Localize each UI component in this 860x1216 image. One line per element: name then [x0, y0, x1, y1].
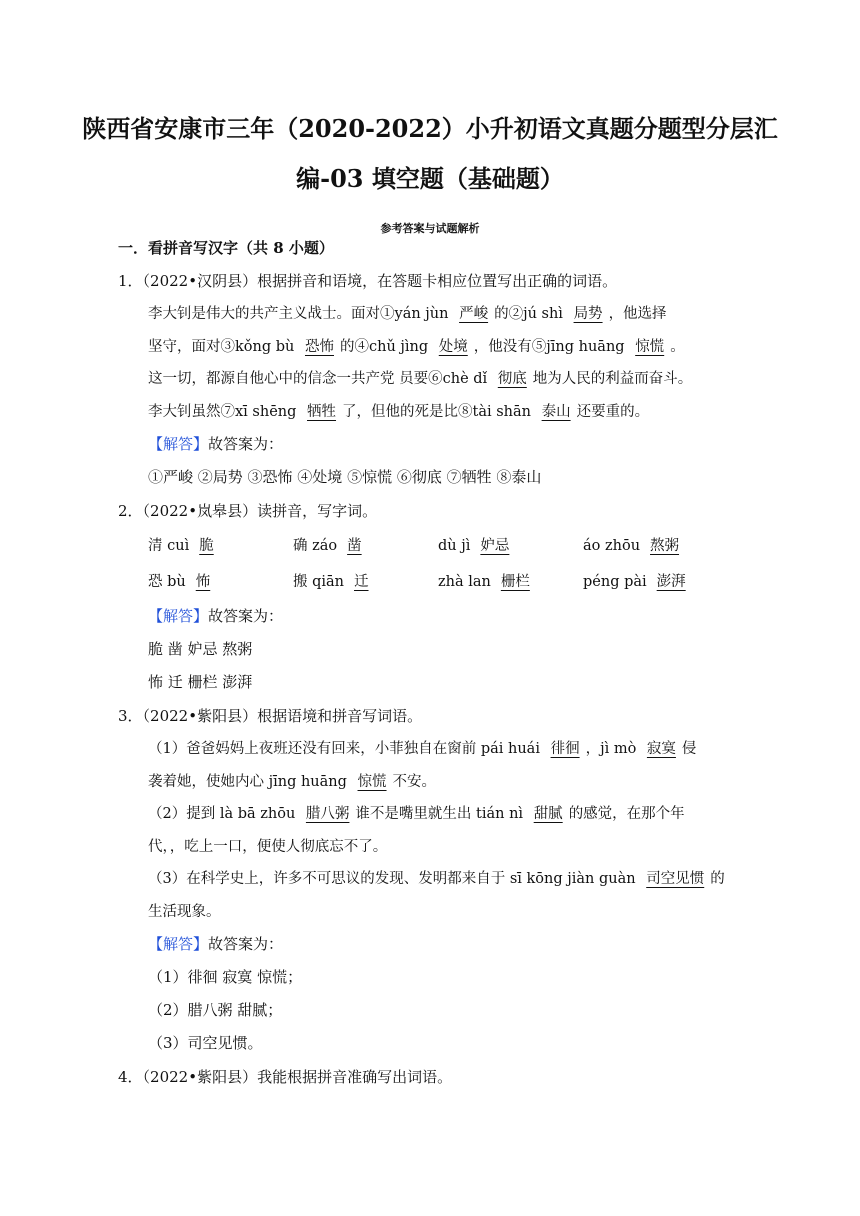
text: 故答案为：	[208, 935, 284, 953]
pinyin: áo zhōu	[583, 538, 641, 554]
text: 地为人民的利益而奋斗。	[532, 371, 693, 387]
passage-line	[148, 298, 760, 331]
passage-line	[148, 363, 760, 396]
text: （2）提到 là bā zhōu	[148, 806, 300, 822]
answer-blank: 澎湃	[656, 574, 686, 590]
text: 不安。	[392, 773, 437, 790]
passage-line	[148, 766, 760, 799]
passage-line	[148, 331, 760, 364]
text: 谁不是嘴里就生出 tián nì	[355, 806, 528, 822]
jieda-tag: 【解答】	[148, 935, 209, 953]
answer-blank: 迁	[354, 574, 369, 590]
title-line-2: 编-03 填空题（基础题）	[296, 164, 564, 193]
answer-blank: 熬粥	[650, 538, 680, 554]
passage-line: 生活现象。	[148, 903, 221, 920]
pinyin-item	[148, 564, 293, 600]
answer-blank: 怖	[195, 574, 211, 590]
passage-line	[148, 396, 760, 429]
solution-answer: （3）司空见惯。	[148, 1034, 263, 1052]
solution-label	[118, 428, 760, 461]
answer-blank: 惊慌	[635, 338, 665, 355]
passage-line: 代，，吃上一口，便使人彻底忘不了。	[148, 838, 388, 855]
pinyin: 搬 qiān	[293, 574, 345, 590]
question-3-head: 3．（2022•紫阳县）根据语境和拼音写词语。	[118, 707, 423, 725]
text: 的②jú shì	[494, 306, 568, 322]
answer-blank: 栅栏	[500, 574, 530, 590]
text: ，他没有⑤jīng huāng	[473, 338, 630, 355]
document-content	[118, 232, 760, 1094]
pinyin: dù jì	[438, 538, 471, 554]
pinyin-row-1	[118, 528, 760, 564]
pinyin: péng pài	[583, 574, 647, 590]
answer-blank: 惊慌	[357, 773, 387, 790]
answer-blank: 甜腻	[533, 806, 563, 822]
title-line-1: 陕西省安康市三年（2020-2022）小升初语文真题分题型分层汇	[82, 114, 778, 143]
answer-blank: 牺牲	[307, 403, 337, 420]
section-heading: 一．看拼音写汉字（共 8 小题）	[118, 239, 334, 257]
text: （1）爸爸妈妈上夜班还没有回来，小菲独自在窗前 pái huái	[148, 741, 545, 757]
jieda-tag: 【解答】	[148, 607, 209, 625]
pinyin-item	[438, 564, 583, 600]
text: 袭着她，使她内心 jīng huāng	[148, 773, 352, 790]
document-subtitle: 参考答案与试题解析	[380, 222, 480, 235]
question-2-head: 2．（2022•岚皋县）读拼音，写字词。	[118, 502, 378, 520]
text: 的④chǔ jìng	[339, 338, 433, 355]
pinyin: 恐 bù	[148, 574, 186, 590]
pinyin-item	[293, 528, 438, 564]
text: 的感觉，在那个年	[568, 806, 685, 822]
text: 。	[670, 338, 685, 355]
jieda-tag: 【解答】	[148, 435, 209, 453]
pinyin-row-2	[118, 564, 760, 600]
answer-blank: 脆	[199, 538, 214, 554]
solution-answer: 怖 迁 栅栏 澎湃	[148, 673, 253, 691]
solution-label	[118, 928, 760, 961]
solution-answer: （2）腊八粥 甜腻；	[148, 1001, 283, 1019]
question-1-passage	[118, 298, 760, 428]
pinyin-item	[583, 528, 728, 564]
answer-blank: 泰山	[541, 403, 571, 420]
answer-blank: 凿	[347, 538, 362, 554]
answer-blank: 徘徊	[550, 741, 580, 757]
question-3-passage	[118, 733, 760, 928]
text: 这一切，都源自他心中的信念一共产党 员要⑥chè dǐ	[148, 371, 492, 387]
text: 侵	[681, 741, 697, 757]
passage-line	[148, 863, 760, 896]
solution-label	[118, 600, 760, 633]
pinyin-item	[583, 564, 728, 600]
pinyin-item	[293, 564, 438, 600]
question-4-head: 4．（2022•紫阳县）我能根据拼音准确写出词语。	[118, 1068, 453, 1086]
pinyin: 确 záo	[293, 538, 338, 554]
text: 李大钊是伟大的共产主义战士。面对①yán jùn	[148, 306, 454, 322]
text: 故答案为：	[208, 435, 284, 453]
pinyin: zhà lan	[438, 574, 491, 590]
pinyin-item	[148, 528, 293, 564]
text: 还要重的。	[576, 403, 650, 420]
solution-answer: ①严峻 ②局势 ③恐怖 ④处境 ⑤惊慌 ⑥彻底 ⑦牺牲 ⑧泰山	[148, 468, 542, 486]
question-1-head: 1．（2022•汉阴县）根据拼音和语境，在答题卡相应位置写出正确的词语。	[118, 272, 618, 290]
answer-blank: 严峻	[459, 306, 489, 322]
answer-blank: 彻底	[497, 371, 527, 387]
text: 故答案为：	[208, 607, 284, 625]
solution-answer: （1）徘徊 寂寞 惊慌；	[148, 968, 303, 986]
solution-answer: 脆 凿 妒忌 熬粥	[148, 640, 253, 658]
answer-blank: 腊八粥	[305, 806, 350, 822]
answer-blank: 局势	[573, 306, 603, 322]
text: 李大钊虽然⑦xī shēng	[148, 403, 302, 420]
answer-blank: 处境	[438, 338, 468, 355]
text: 的	[710, 871, 725, 887]
text: 了，但他的死是比⑧tài shān	[342, 403, 536, 420]
answer-blank: 妒忌	[480, 538, 510, 554]
passage-line	[148, 733, 760, 766]
answer-blank: 恐怖	[304, 338, 334, 355]
text: （3）在科学史上，许多不可思议的发现、发明都来自于 sī kōng jiàn guàn	[148, 871, 641, 887]
answer-blank: 寂寞	[646, 741, 676, 757]
text: ，jì mò	[585, 741, 641, 757]
passage-line	[148, 798, 760, 831]
text: 坚守，面对③kǒng bù	[148, 338, 299, 355]
pinyin: 清 cuì	[148, 538, 190, 554]
text: ，他选择	[608, 306, 667, 322]
answer-blank: 司空见惯	[646, 871, 705, 887]
pinyin-item	[438, 528, 583, 564]
document-title	[0, 0, 860, 204]
